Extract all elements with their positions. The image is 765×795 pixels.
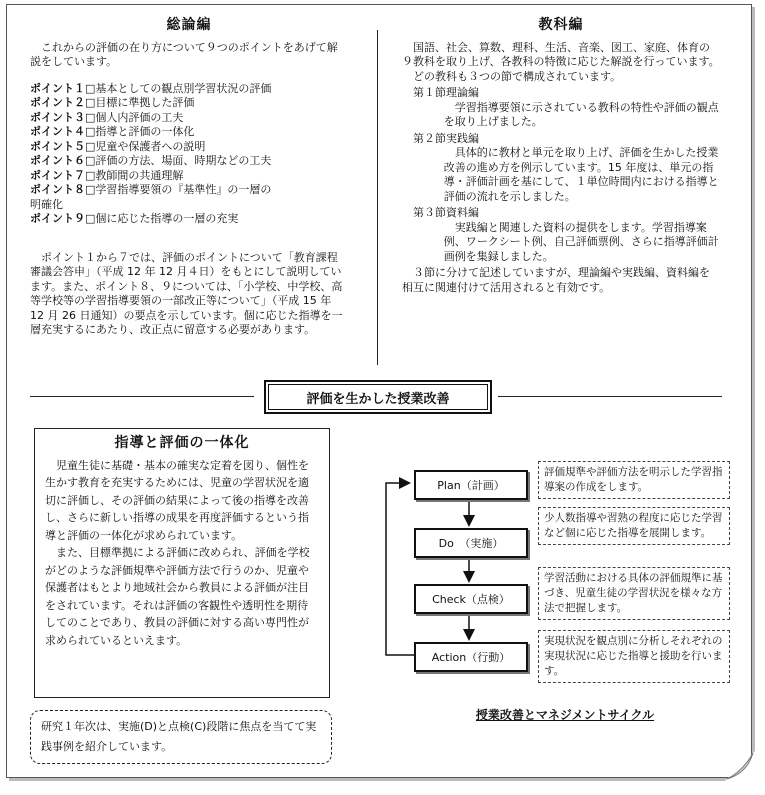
point-text: □個に応じた指導の一層の充実 — [85, 212, 239, 225]
section-name: 実践編 — [446, 131, 479, 145]
soron-title: 総論編 — [166, 17, 212, 33]
ittaika-paragraph-2: また、目標準拠による評価に改められ、評価を学校がどのような評価規準や評価方法で行うのか、児童や保護者はもとより地域社会から教員による評価が注目をされています。それは評価の客観性や透明性を期待してのことであり、教員の評価に対する高い専門性が求められているといえます。 — [45, 546, 310, 647]
point-label: ポイント６ — [30, 154, 85, 167]
point-text: □目標に準拠した評価 — [85, 96, 195, 109]
ittaika-title: 指導と評価の一体化 — [114, 435, 250, 451]
section-number: 第２節 — [413, 131, 446, 145]
cycle-step-do: Do （実施） — [414, 528, 528, 558]
point-label: ポイント４ — [30, 125, 85, 138]
point-text: □評価の方法、場面、時期などの工夫 — [85, 154, 272, 167]
soron-intro: これからの評価の在り方について９つのポイントをあげて解説をしています。 — [30, 40, 338, 68]
section-description: 学習指導要領に示されている教科の特性や評価の観点を取り上げました。 — [443, 100, 719, 128]
point-label: ポイント５ — [30, 139, 85, 153]
point-text: □学習指導要領の『基準性』の一層の — [85, 183, 272, 196]
soron-body: ポイント１から７では、評価のポイントについて「教育課程審議会答申」（平成 12 年 12 月４日）をもとにして説明しています。また、ポイント８、９については、「小学校、中学校、高等学校等の学習指導要領の一部改正等について」（平成 15 年 12 月 26 日通知）の要点を示しています。個に応じた指導を一層充実するにあたり、改正点に留意する必要があります。 — [30, 250, 343, 336]
point-label: ポイント７ — [30, 168, 85, 182]
point-text: □個人内評価の工夫 — [85, 110, 184, 124]
cycle-step-plan: Plan（計画） — [414, 470, 528, 500]
cycle-step-check: Check（点検） — [414, 584, 528, 614]
point-label: ポイント９ — [30, 212, 85, 225]
banner-title: 評価を生かした授業改善 — [264, 380, 492, 414]
point-text: □教師間の共通理解 — [85, 168, 184, 182]
kyoka-closing: ３節に分けて記述していますが、理論編や実践編、資料編を相互に関連付けて活用されると有効です。 — [402, 266, 710, 294]
section-description: 実践編と関連した資料の提供をします。学習指導案例、ワークシート例、自己評価票例、さらに指導評価計画例を集録しました。 — [443, 220, 719, 263]
ittaika-paragraph-1: 児童生徒に基礎・基本の確実な定着を図り、個性を生かす教育を充実するためには、児童の学習状況を適切に評価し、その評価の結果によって後の指導を改善し、さらに新しい指導の成果を再度評価するという指導と評価の一体化が求められています。 — [45, 458, 309, 542]
research-note: 研究１年次は、実施(D)と点検(C)段階に焦点を当てて実践事例を紹介しています。 — [30, 710, 332, 764]
point-continuation: 明確化 — [30, 197, 63, 211]
section-number: 第３節 — [413, 206, 446, 219]
point-text: □指導と評価の一体化 — [85, 125, 195, 138]
point-label: ポイント１ — [30, 81, 85, 95]
section-description: 具体的に教材と単元を取り上げ、評価を生かした授業改善の進め方を例示しています。15 年度は、単元の指導・評価計画を基にして、１単位時間内における指導と評価の流れを示しました。 — [443, 146, 719, 203]
point-text: □基本としての観点別学習状況の評価 — [85, 81, 272, 95]
section-name: 理論編 — [446, 86, 479, 99]
point-text: □児童や保護者への説明 — [85, 139, 206, 153]
cycle-caption: 授業改善とマネジメントサイクル — [475, 708, 655, 722]
kyoka-structure: どの教科も３つの節で構成されています。 — [413, 69, 622, 83]
cycle-desc-do: 少人数指導や習熟の程度に応じた学習など個に応じた指導を展開します。 — [538, 507, 730, 545]
cycle-desc-check: 学習活動における具体の評価規準に基づき、児童生徒の学習状況を様々な方法で把握します。 — [538, 567, 730, 620]
cycle-step-action: Action（行動） — [414, 642, 528, 672]
point-label: ポイント８ — [30, 183, 85, 196]
section-number: 第１節 — [413, 86, 446, 99]
section-name: 資料編 — [446, 206, 479, 219]
arrow-action-plan — [386, 483, 414, 655]
point-label: ポイント２ — [30, 96, 85, 109]
cycle-desc-action: 実現状況を観点別に分析しそれぞれの実現状況に応じた指導と援助を行います。 — [538, 630, 730, 683]
kyoka-title: 教科編 — [538, 17, 584, 33]
kyoka-intro: 国語、社会、算数、理科、生活、音楽、図工、家庭、体育の９教科を取り上げ、各教科の特徴に応じた解説を行っています。 — [402, 40, 720, 68]
cycle-desc-plan: 評価規準や評価方法を明示した学習指導案の作成をします。 — [538, 461, 730, 499]
point-label: ポイント３ — [30, 110, 85, 124]
